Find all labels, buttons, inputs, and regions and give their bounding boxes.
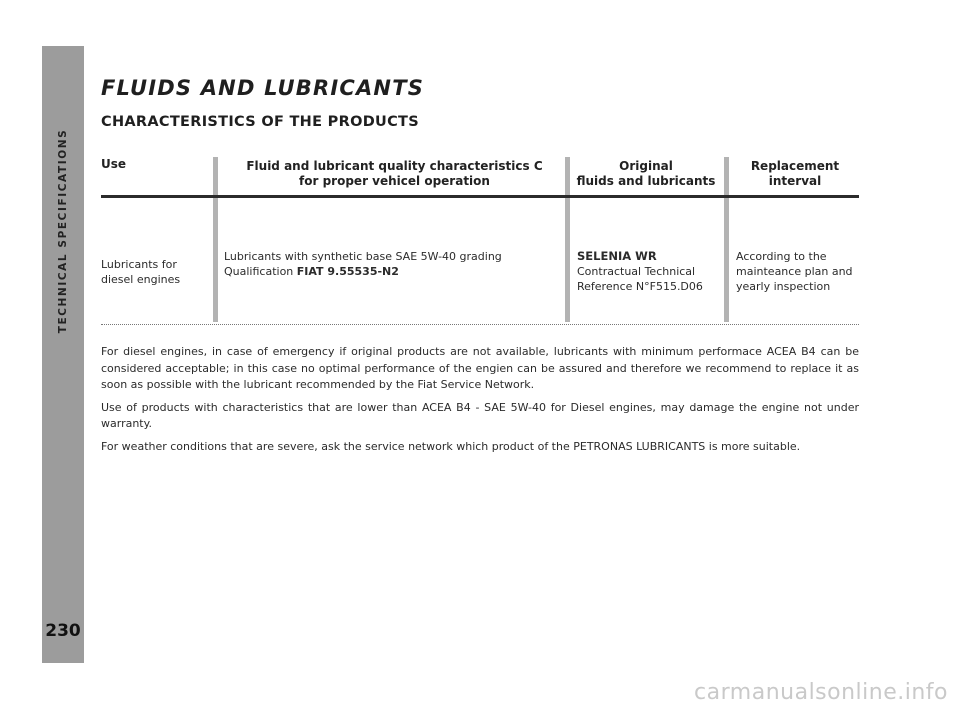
page-title: FLUIDS AND LUBRICANTS	[101, 76, 425, 100]
qualification-label: Qualification	[224, 265, 297, 278]
cell-interval	[736, 249, 859, 294]
notes-section	[101, 344, 859, 461]
header-interval-line1: Replacement	[750, 159, 840, 173]
section-sidebar	[42, 46, 84, 663]
header-quality-line1: Fluid and lubricant quality characteristics C	[246, 159, 543, 173]
note-paragraph: Use of products with characteristics that are lower than ACEA B4 - SAE 5W-40 for Diesel engines, may damage the engine not under warranty.	[101, 400, 859, 430]
qualification-code: FIAT 9.55535-N2	[296, 265, 399, 278]
header-original	[571, 159, 721, 189]
column-divider	[213, 157, 218, 322]
header-quality-line2: for proper vehicel operation	[299, 174, 490, 188]
cell-original	[577, 249, 722, 294]
cell-quality-line1: Lubricants with synthetic base SAE 5W-40 grading	[224, 250, 502, 263]
cell-use	[101, 257, 209, 287]
page-number: 230	[45, 621, 81, 641]
column-divider	[724, 157, 729, 322]
watermark: carmanualsonline.info	[694, 680, 948, 705]
cell-quality-line2	[224, 264, 560, 279]
cell-quality	[224, 249, 560, 279]
header-original-line1: Original	[619, 159, 673, 173]
table-bottom-rule	[101, 324, 859, 325]
original-product-name: SELENIA WR	[577, 249, 657, 263]
header-use	[101, 157, 126, 172]
header-use-label: Use	[101, 157, 127, 171]
cell-interval-line2: mainteance plan and	[736, 265, 853, 278]
page-subtitle: CHARACTERISTICS OF THE PRODUCTS	[101, 114, 419, 130]
header-divider	[101, 195, 859, 198]
original-reference-line2: Reference N°F515.D06	[577, 280, 703, 293]
cell-interval-line3: yearly inspection	[736, 280, 831, 293]
note-paragraph: For weather conditions that are severe, ask the service network which product of the PETRONAS LUBRICANTS is more suitable.	[101, 439, 801, 453]
header-interval	[731, 159, 859, 189]
cell-use-line1: Lubricants for	[101, 258, 177, 271]
column-divider	[565, 157, 570, 322]
cell-interval-line1: According to the	[736, 250, 827, 263]
section-title: TECHNICAL SPECIFICATIONS	[57, 128, 69, 334]
header-interval-line2: interval	[768, 174, 822, 188]
header-original-line2: fluids and lubricants	[576, 174, 716, 188]
header-quality	[223, 159, 566, 189]
original-reference-line1: Contractual Technical	[577, 265, 696, 278]
cell-use-line2: diesel engines	[101, 273, 181, 286]
note-paragraph: For diesel engines, in case of emergency if original products are not available, lubricants with minimum performace ACEA B4 can be considered acceptable; in this case no optimal performance of the engien can be assured and therefore we recommend to replace it as soon as possible with the lubricant recommended by the Fiat Service Network.	[101, 345, 859, 391]
